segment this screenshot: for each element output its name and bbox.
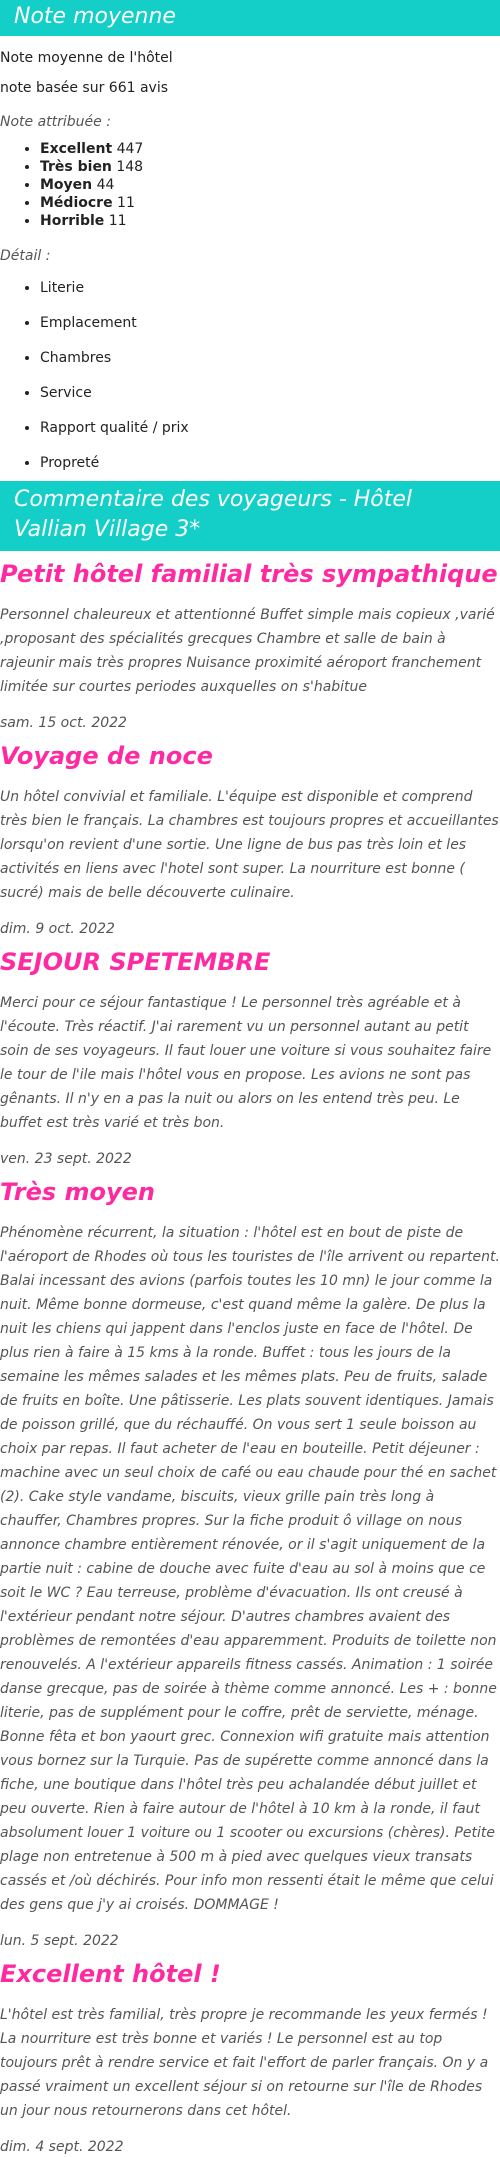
review-body: Un hôtel convivial et familiale. L'équipe est disponible et comprend très bien le français. La chambres est toujours propres et accueillantes lorsqu'on revient d'une sortie. Une ligne de bus pas très loin et les activités en liens avec l'hotel sont super. La nourriture est bonne ( sucré) mais de belle découverte culinaire. <box>0 789 499 901</box>
reviews-count-text: note basée sur 661 avis <box>0 80 169 96</box>
rating-label: Excellent <box>40 141 113 157</box>
rating-label: Horrible <box>40 213 105 229</box>
detail-item-proprete: • Propreté <box>40 453 500 473</box>
review-body: Phénomène récurrent, la situation : l'hôtel est en bout de piste de l'aéroport de Rhodes où tous les touristes de l'île arrivent ou repartent. Balai incessant des avions (parfois toutes les 10 mn) le jour comme la nuit. Même bonne dormeuse, c'est quand même la galère. De plus la nuit les chiens qui jappent dans l'enclos juste en face de l'hôtel. De plus rien à faire à 15 kms à la ronde. Buffet : tous les jours de la semaine les mêmes salades et les mêmes plats. Peu de fruits, salade de fruits en boîte. Une pâtisserie. Les plats souvent identiques. Jamais de poisson grillé, que du réchauffé. On vous sert 1 seule boisson au choix par repas. Il faut acheter de l'eau en bouteille. Petit déjeuner : machine avec un seul choix de café ou eau chaude pour thé en sachet (2). Cake style vandame, biscuits, vieux grille pain très long à chauffer, Chambres propres. Sur la fiche produit ô village on nous annonce chambre entièrement rénovée, or il s'agit uniquement de la partie nuit : cabine de douche avec fuite d'eau au sol à moins que ce soit le WC ? Eau terreuse, problème d'évacuation. Ils ont creusé à l'extérieur pendant notre séjour. D'autres chambres avaient des problèmes de remontées d'eau apparemment. Produits de toilette non renouvelés. A l'extérieur appareils fitness cassés. Animation : 1 soirée danse grecque, pas de soirée à thème comme annoncé. Les + : bonne literie, pas de supplément pour le coffre, prêt de serviette, ménage. Bonne fêta et bon yaourt grec. Connexion wifi gratuite mais attention vous bornez sur la Turquie. Pas de supérette comme annoncé dans la fiche, une boutique dans l'hôtel très peu achalandée début juillet et peu ouverte. Rien à faire autour de l'hôtel à 10 km à la ronde, il faut absolument louer 1 voiture ou 1 scooter ou excursions (chères). Petite plage non entretenue à 500 m à pied avec quelques vieux transats cassés et /où déchirés. Pour info mon ressenti était le même que celui des gens que j'y ai croisés. DOMMAGE ! <box>0 1225 500 1913</box>
review-card <box>0 947 500 1169</box>
review-title: Excellent hôtel ! <box>0 1960 221 1988</box>
rating-label: Moyen <box>40 177 93 193</box>
rating-label: Médiocre <box>40 195 113 211</box>
review-date: dim. 4 sept. 2022 <box>0 2139 124 2155</box>
hotel-average-label: Note moyenne de l'hôtel <box>0 50 173 66</box>
rating-item <box>40 176 500 194</box>
detail-item-rapport-qualite-prix: • Rapport qualité / prix <box>40 418 500 438</box>
review-title: Voyage de noce <box>0 742 213 770</box>
review-card <box>0 1959 500 2157</box>
review-body: Personnel chaleureux et attentionné Buffet simple mais copieux ,varié ,proposant des spécialités grecques Chambre et salle de bain à rajeunir mais très propres Nuisance proximité aéroport franchement limitée sur courtes periodes auxquelles on s'habitue <box>0 607 495 695</box>
rating-count: 44 <box>96 177 115 193</box>
detail-item-literie: • Literie <box>40 278 500 298</box>
review-date: lun. 5 sept. 2022 <box>0 1933 119 1949</box>
rating-item <box>40 212 500 230</box>
rating-count: 11 <box>117 195 135 211</box>
comments-section <box>0 481 500 2157</box>
detail-item-service: • Service <box>40 383 500 403</box>
detail-item-chambres: • Chambres <box>40 348 500 368</box>
rating-count: 148 <box>116 159 144 175</box>
comments-banner-title: Commentaire des voyageurs - Hôtel Vallian Village 3* <box>0 481 500 551</box>
ratings-list <box>0 140 500 230</box>
review-title: Très moyen <box>0 1178 155 1206</box>
rating-item <box>40 140 500 158</box>
review-card <box>0 1177 500 1951</box>
rating-label: Très bien <box>40 159 112 175</box>
review-date: sam. 15 oct. 2022 <box>0 715 127 731</box>
review-body: L'hôtel est très familial, très propre je recommande les yeux fermés ! La nourriture est très bonne et variés ! Le personnel est au top toujours prêt à rendre service et fait l'effort de parler français. On y a passé vraiment un excellent séjour si on retourne sur l'île de Rhodes un jour nous retournerons dans cet hôtel. <box>0 2007 489 2119</box>
rating-item <box>40 194 500 212</box>
review-date: ven. 23 sept. 2022 <box>0 1151 132 1167</box>
rating-count: 447 <box>116 141 144 157</box>
note-banner-title: Note moyenne <box>0 0 500 36</box>
review-card <box>0 741 500 939</box>
rating-item <box>40 158 500 176</box>
review-title: SEJOUR SPETEMBRE <box>0 948 271 976</box>
review-body: Merci pour ce séjour fantastique ! Le personnel très agréable et à l'écoute. Très réactif. J'ai rarement vu un personnel autant au petit soin de ses voyageurs. Il faut louer une voiture si vous souhaitez faire le tour de l'ile mais l'hôtel vous en propose. Les avions ne sont pas gênants. Il n'y en a pas la nuit ou alors on les entend très peu. Le buffet est très varié et très bon. <box>0 995 492 1131</box>
note-section <box>0 0 500 473</box>
detail-label: Détail : <box>0 248 51 264</box>
details-list <box>0 278 500 473</box>
detail-item-emplacement: • Emplacement <box>40 313 500 333</box>
review-card <box>0 559 500 733</box>
rating-count: 11 <box>108 213 127 229</box>
review-date: dim. 9 oct. 2022 <box>0 921 115 937</box>
review-title: Petit hôtel familial très sympathique <box>0 560 498 588</box>
ratings-label: Note attribuée : <box>0 114 111 130</box>
